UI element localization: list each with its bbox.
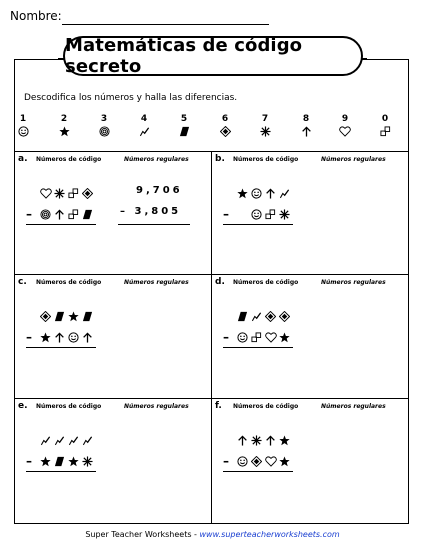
diamond-icon <box>40 311 51 322</box>
regular-numbers-heading: Números regulares <box>321 403 386 410</box>
heart-icon <box>40 188 52 199</box>
instructions: Descodifica los números y halla las diferencias. <box>24 93 238 103</box>
up-arrow-icon <box>54 209 65 220</box>
heart-icon <box>333 126 357 140</box>
diamond-icon <box>82 188 93 199</box>
squares-icon <box>251 332 262 343</box>
up-arrow-icon <box>294 126 318 140</box>
key-entry <box>373 114 397 140</box>
heart-icon <box>265 332 277 343</box>
code-answer-line[interactable] <box>223 471 293 472</box>
code-answer-line[interactable] <box>26 347 96 348</box>
minus-sign: – <box>26 207 32 221</box>
regular-answer-line[interactable] <box>118 224 190 225</box>
code-numbers-heading: Números de código <box>233 156 299 163</box>
problem-letter: b. <box>215 154 225 164</box>
heart-icon <box>265 456 277 467</box>
key-digit: 5 <box>180 114 188 124</box>
parallelogram-icon <box>82 311 93 322</box>
key-entry <box>172 114 196 140</box>
problem-letter: e. <box>18 401 28 411</box>
problem-cell <box>211 398 408 520</box>
asterisk-icon <box>251 435 262 446</box>
minus-sign: – <box>26 330 32 344</box>
key-entry <box>294 114 318 140</box>
problem-letter: c. <box>18 277 27 287</box>
lightning-icon <box>82 435 93 446</box>
footer <box>0 530 425 539</box>
parallelogram-icon <box>54 456 65 467</box>
lightning-icon <box>40 435 51 446</box>
problem-letter: a. <box>18 154 28 164</box>
star-icon <box>279 456 290 467</box>
problem-cell <box>14 398 211 520</box>
regular-numbers-heading: Números regulares <box>321 279 386 286</box>
key-digit: 1 <box>19 114 27 124</box>
spiral-icon <box>40 209 51 220</box>
regular-numbers-heading: Números regulares <box>124 403 189 410</box>
code-answer-line[interactable] <box>223 224 293 225</box>
lightning-icon <box>54 435 65 446</box>
problem-cell <box>211 151 408 273</box>
key-digit: 9 <box>341 114 349 124</box>
minus-sign: – <box>223 207 229 221</box>
up-arrow-icon <box>265 188 276 199</box>
page-title: Matemáticas de código secreto <box>65 35 303 77</box>
regular-numbers-heading: Números regulares <box>124 279 189 286</box>
asterisk-icon <box>54 188 65 199</box>
smiley-icon <box>237 456 248 467</box>
problem-cell <box>211 274 408 396</box>
star-icon <box>279 332 290 343</box>
diamond-icon <box>213 126 237 140</box>
asterisk-icon <box>253 126 277 140</box>
key-digit: 6 <box>221 114 229 124</box>
smiley-icon <box>237 332 248 343</box>
diamond-icon <box>265 311 276 322</box>
key-digit: 3 <box>100 114 108 124</box>
star-icon <box>279 435 290 446</box>
regular-number-top: 9,706 <box>136 185 183 196</box>
up-arrow-icon <box>82 332 93 343</box>
star-icon <box>68 456 79 467</box>
code-answer-line[interactable] <box>26 224 96 225</box>
problem-cell <box>14 151 211 273</box>
problem-cell <box>14 274 211 396</box>
asterisk-icon <box>279 209 290 220</box>
key-entry <box>132 114 156 140</box>
key-entry <box>11 114 35 140</box>
asterisk-icon <box>82 456 93 467</box>
key-digit: 8 <box>302 114 310 124</box>
star-icon <box>40 456 51 467</box>
spiral-icon <box>92 126 116 140</box>
key-entry <box>333 114 357 140</box>
minus-sign: – <box>223 454 229 468</box>
footer-link[interactable]: www.superteacherworksheets.com <box>199 530 340 539</box>
key-entry <box>213 114 237 140</box>
code-answer-line[interactable] <box>223 347 293 348</box>
code-numbers-heading: Números de código <box>36 156 102 163</box>
up-arrow-icon <box>265 435 276 446</box>
squares-icon <box>265 209 276 220</box>
lightning-icon <box>251 311 262 322</box>
up-arrow-icon <box>54 332 65 343</box>
key-entry <box>253 114 277 140</box>
lightning-icon <box>68 435 79 446</box>
minus-sign: – <box>26 454 32 468</box>
name-label: Nombre: <box>10 9 62 23</box>
key-digit: 4 <box>140 114 148 124</box>
parallelogram-icon <box>54 311 65 322</box>
problem-letter: f. <box>215 401 222 411</box>
code-numbers-heading: Números de código <box>233 279 299 286</box>
squares-icon <box>68 188 79 199</box>
parallelogram-icon <box>82 209 93 220</box>
smiley-icon <box>68 332 79 343</box>
diamond-icon <box>251 456 262 467</box>
parallelogram-icon <box>172 126 196 140</box>
key-digit: 7 <box>261 114 269 124</box>
problem-letter: d. <box>215 277 225 287</box>
star-icon <box>40 332 51 343</box>
parallelogram-icon <box>237 311 248 322</box>
code-numbers-heading: Números de código <box>233 403 299 410</box>
footer-brand: Super Teacher Worksheets - <box>85 530 200 539</box>
smiley-icon <box>251 188 262 199</box>
code-numbers-heading: Números de código <box>36 403 102 410</box>
star-icon <box>68 311 79 322</box>
code-numbers-heading: Números de código <box>36 279 102 286</box>
smiley-icon <box>11 126 35 140</box>
regular-number-bottom: – 3,805 <box>120 206 182 217</box>
smiley-icon <box>251 209 262 220</box>
name-field-line[interactable] <box>62 24 269 25</box>
code-answer-line[interactable] <box>26 471 96 472</box>
squares-icon <box>373 126 397 140</box>
regular-numbers-heading: Números regulares <box>321 156 386 163</box>
title-box <box>63 36 363 76</box>
minus-sign: – <box>223 330 229 344</box>
squares-icon <box>68 209 79 220</box>
key-entry <box>52 114 76 140</box>
up-arrow-icon <box>237 435 248 446</box>
star-icon <box>237 188 248 199</box>
regular-numbers-heading: Números regulares <box>124 156 189 163</box>
key-digit: 2 <box>60 114 68 124</box>
star-icon <box>52 126 76 140</box>
lightning-icon <box>279 188 290 199</box>
diamond-icon <box>279 311 290 322</box>
key-digit: 0 <box>381 114 389 124</box>
lightning-icon <box>132 126 156 140</box>
key-entry <box>92 114 116 140</box>
